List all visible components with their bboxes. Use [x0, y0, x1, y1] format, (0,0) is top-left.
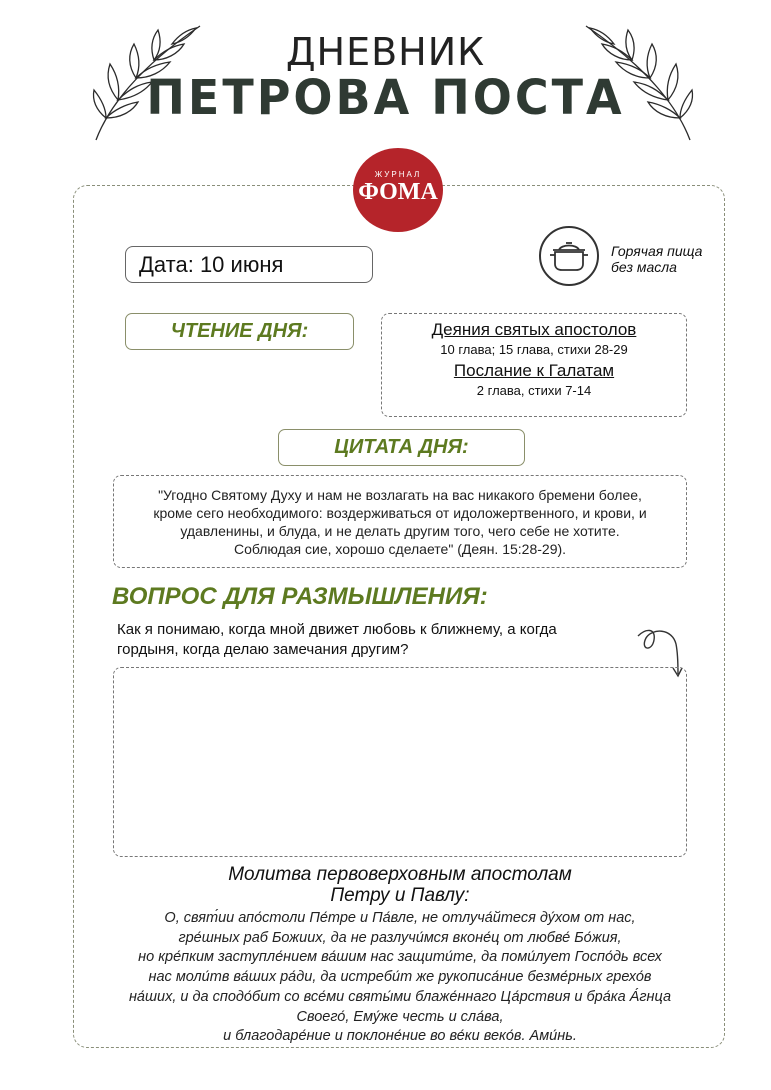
reading-book-2: Послание к Галатам [453, 361, 615, 380]
reading-box [381, 313, 687, 417]
prayer-line: Своего́, Ему́же честь и сла́ва, [296, 1008, 504, 1025]
reading-book-1: Деяния святых апостолов [431, 320, 637, 339]
prayer-title [150, 864, 650, 906]
prayer-line: и благодаре́ние и поклоне́ние во ве́ки веко́в. Ами́нь. [223, 1028, 577, 1045]
prayer-text [110, 909, 690, 1047]
quote-box [113, 475, 687, 568]
date-field: Дата: 10 июня [125, 246, 373, 283]
prayer-line: на́ших, и да сподо́бит со все́ми святы́ми блаже́ннаго Ца́рствия и бра́ка А́гнца [128, 988, 672, 1005]
reflection-question-line1: Как я понимаю, когда мной движет любовь к ближнему, а когда [117, 621, 557, 638]
reading-chapters-2: 2 глава, стихи 7-14 [476, 383, 592, 398]
page-title-line2: ПЕТРОВА ПОСТА [146, 68, 625, 126]
prayer-line: гре́шных раб Божиих, да не разлучи́мся вконе́ц от любве́ Бо́жия, [178, 929, 622, 946]
reflection-answer-area[interactable] [113, 667, 687, 857]
reading-heading: ЧТЕНИЕ ДНЯ: [125, 313, 354, 350]
quote-line: Соблюдая сие, хорошо сделаете" (Деян. 15:28-29). [233, 541, 567, 557]
prayer-title-line1: Молитва первоверховным апостолам [228, 864, 572, 885]
quote-heading: ЦИТАТА ДНЯ: [278, 429, 525, 466]
reflection-question [117, 620, 637, 660]
page-title-line1: ДНЕВНИК [285, 30, 486, 74]
foma-logo [353, 148, 443, 232]
prayer-line: нас моли́тв ва́ших ра́ди, да истреби́т же рукописа́ние безме́рных грехо́в [148, 969, 652, 986]
pot-icon [539, 226, 599, 286]
prayer-line: но кре́пким заступле́нием ва́шим нас защити́те, да поми́лует Госпо́дь всех [138, 949, 662, 966]
prayer-line: О, свят́ии апо́столи Пе́тре и Па́вле, не отлуча́йтеся ду́хом от нас, [164, 910, 636, 926]
quote-line: удавленины, и блуда, и не делать другим того, чего себе не хотите. [180, 523, 620, 539]
logo-small-text: ЖУРНАЛ [374, 170, 422, 179]
quote-line: "Угодно Святому Духу и нам не возлагать на вас никакого бремени более, [158, 487, 642, 503]
food-note [611, 243, 702, 275]
reflection-question-line2: гордыня, когда делаю замечания другим? [117, 641, 409, 658]
prayer-title-line2: Петру и Павлу: [330, 885, 470, 906]
logo-big-text: ФОМА [358, 179, 438, 205]
reading-chapters-1: 10 глава; 15 глава, стихи 28-29 [440, 342, 628, 357]
food-note-line2: без масла [611, 259, 677, 275]
quote-line: кроме сего необходимого: воздерживаться от идоложертвенного, и крови, и [153, 505, 647, 521]
food-note-line1: Горячая пища [611, 243, 703, 259]
reflection-heading: ВОПРОС ДЛЯ РАЗМЫШЛЕНИЯ: [112, 583, 488, 610]
pot-drawing [541, 228, 597, 284]
